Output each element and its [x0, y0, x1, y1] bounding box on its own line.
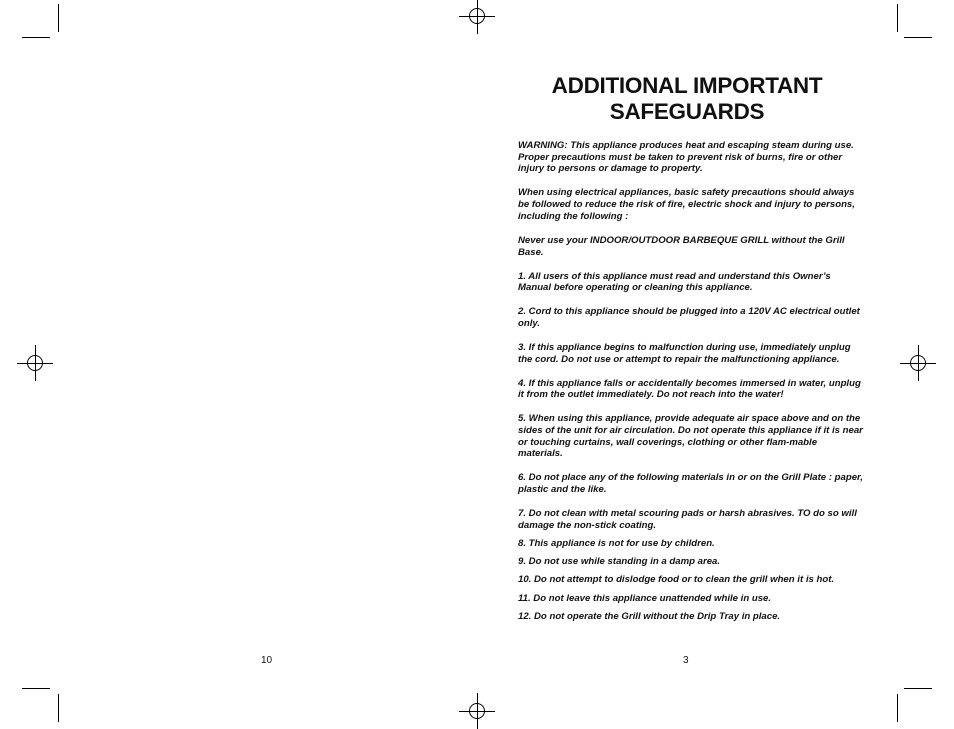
registration-mark-right — [906, 351, 930, 375]
registration-mark-top — [465, 4, 489, 28]
list-item: 5. When using this appliance, provide adequate air space above and on the sides of the unit for air circulation. Do not operate this appliance if it is near or touching curtains, wall coverings, clothing or other flam-mable materials. — [518, 413, 863, 460]
list-item: 7. Do not clean with metal scouring pads or harsh abrasives. TO do so will damage the non-stick coating. — [518, 508, 857, 531]
safeguards-body — [518, 140, 863, 623]
crop-mark — [904, 688, 932, 689]
crop-mark — [897, 4, 898, 32]
page-number-right: 3 — [683, 655, 689, 666]
list-item: 12. Do not operate the Grill without the Drip Tray in place. — [518, 610, 781, 622]
list-item: 1. All users of this appliance must read and understand this Owner’s Manual before operating or cleaning this appliance. — [518, 270, 831, 294]
list-item: 11. Do not leave this appliance unattended while in use. — [518, 592, 772, 604]
page-number-left: 10 — [261, 655, 273, 666]
list-item: 3. If this appliance begins to malfunction during use, immediately unplug the cord. Do not use or attempt to repair the malfunctioning appliance. — [518, 341, 851, 365]
title-line-1: ADDITIONAL IMPORTANT — [551, 73, 823, 98]
crop-mark — [58, 4, 59, 32]
registration-mark-left — [23, 351, 47, 375]
list-item: 10. Do not attempt to dislodge food or to clean the grill when it is hot. — [518, 574, 835, 586]
page-title — [512, 73, 862, 125]
warning-paragraph: WARNING: This appliance produces heat and escaping steam during use. Proper precautions must be taken to prevent risk of burns, fire or other injury to persons or damage to property. — [518, 140, 854, 175]
crop-mark — [897, 694, 898, 722]
crop-mark — [58, 694, 59, 722]
list-item: 9. Do not use while standing in a damp area. — [518, 556, 721, 568]
precautions-paragraph: When using electrical appliances, basic safety precautions should always be followed to reduce the risk of fire, electric shock and injury to persons, including the following : — [518, 187, 855, 222]
list-item: 2. Cord to this appliance should be plugged into a 120V AC electrical outlet only. — [518, 306, 860, 329]
crop-mark — [22, 688, 50, 689]
list-item: 8. This appliance is not for use by children. — [518, 538, 715, 550]
title-line-2: SAFEGUARDS — [609, 99, 765, 124]
registration-mark-bottom — [465, 699, 489, 723]
never-use-paragraph: Never use your INDOOR/OUTDOOR BARBEQUE GRILL without the Grill Base. — [518, 234, 845, 258]
crop-mark — [904, 37, 932, 38]
list-item: 4. If this appliance falls or accidentally becomes immersed in water, unplug it from the outlet immediately. Do not reach into the water! — [518, 377, 861, 401]
list-item: 6. Do not place any of the following materials in or on the Grill Plate : paper, plastic and the like. — [518, 472, 863, 496]
crop-mark — [22, 37, 50, 38]
